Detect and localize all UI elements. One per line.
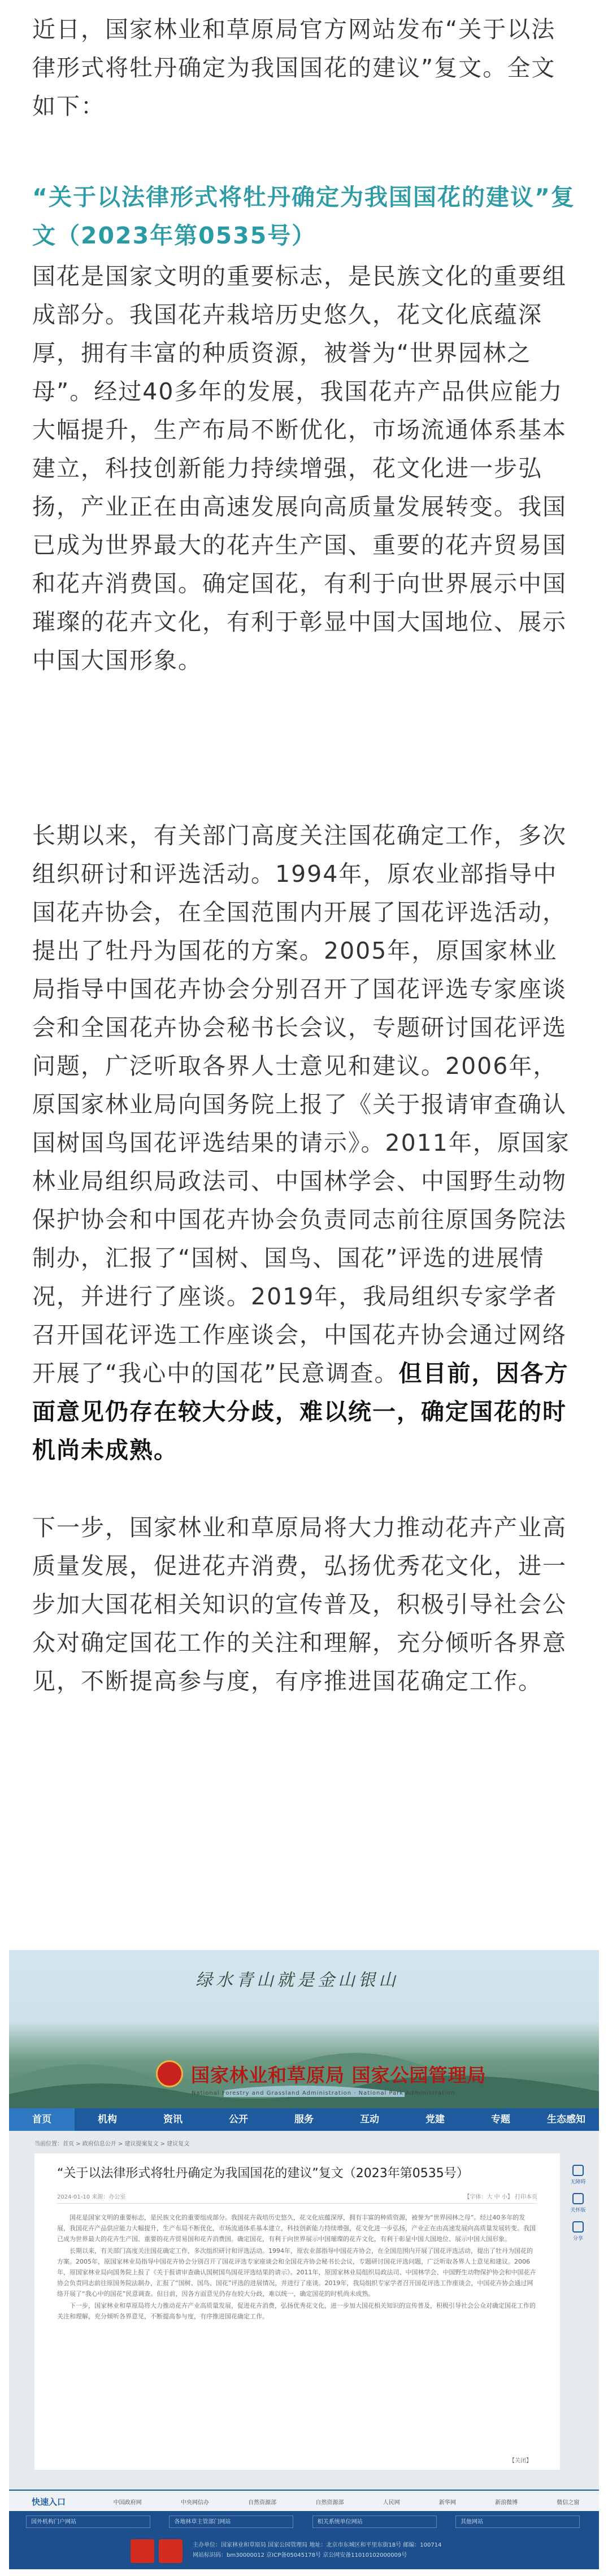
party-gov-badge-icon[interactable] [131,2539,154,2563]
footer-select[interactable]: 其他网站 [455,2516,580,2528]
article-body [57,2212,537,2323]
breadcrumb[interactable]: 当前位置：首页 > 政府信息公开 > 建议提案复文 > 建议复文 [34,2141,190,2147]
website-screenshot [9,1950,599,2569]
side-tool-label: 分享 [572,2236,583,2242]
reply-title: “关于以法律形式将牡丹确定为我国国花的建议”复文（2023年第0535号） [32,184,575,249]
nav-news[interactable]: 资讯 [163,2114,183,2125]
nav-service[interactable]: 服务 [294,2114,314,2125]
quick-link[interactable]: 自然资源部 [248,2499,277,2506]
main-nav [9,2108,599,2131]
nav-party[interactable]: 党建 [425,2114,445,2125]
article-body-paragraph: 长期以来，有关部门高度关注国花确定工作，多次组织研讨和评选活动。1994年，原农业部指导中国花卉协会，在全国范围内开展了国花评选活动，提出了牡丹为国花的方案。2005年，原国家林业局指导中国花卉协会分别召开了国花评选专家座谈会和全国花卉协会秘书长会议，专题研讨国花评选问题，广泛听取各界人士意见和建议。2006年，原国家林业局向国务院上报了《关于报请审查确认国树国鸟国花评选结果的请示》。2011年，原国家林业局组织局政法司、中国林学会、中国野生动物保护协会和中国花卉协会负责同志前往原国务院法制办，汇报了“国树、国鸟、国花”评选的进展情况，并进行了座谈。2019年，我局组织专家学者召开国花评选工作座谈会，中国花卉协会通过网络开展了“我心中的国花”民意调查。但目前，因各方面意见仍存在较大分歧，难以统一，确定国花的时机尚未成熟。 [57,2247,536,2297]
divider [57,2203,537,2204]
site-logo[interactable] [156,2060,487,2087]
close-link[interactable]: 【关闭】 [509,2458,532,2464]
article-tools[interactable]: 【字体：大 中 小】 打印本页 [464,2194,537,2200]
nav-agency[interactable]: 机构 [98,2114,117,2125]
article-body-paragraph: 下一步，国家林业和草原局将大力推动花卉产业高质量发展，促进花卉消费，弘扬优秀花文化，进一步加大国花相关知识的宣传普及，积极引导社会公众对确定国花工作的关注和理解，充分倾听各界意见，不断提高参与度，有序推进国花确定工作。 [57,2302,536,2320]
paragraph-1: 国花是国家文明的重要标志，是民族文化的重要组成部分。我国花卉栽培历史悠久，花文化底蕴深厚，拥有丰富的种质资源，被誉为“世界园林之母”。经过40多年的发展，我国花卉产品供应能力大幅提升，生产布局不断优化，市场流通体系基本建立，科技创新能力持续增强，花文化进一步弘扬，产业正在由高速发展向高质量发展转变。我国已成为世界最大的花卉生产国、重要的花卉贸易国和花卉消费国。确定国花，有利于向世界展示中国璀璨的花卉文化，有利于彰显中国大国地位、展示中国大国形象。 [32,263,567,674]
article-title: “关于以法律形式将牡丹确定为我国国花的建议”复文（2023年第0535号） [57,2166,469,2181]
site-banner [9,1950,599,2108]
footer-select[interactable]: 相关系统单位网站 [312,2516,437,2528]
paragraph-2-bold: 但目前，因各方面意见仍存在较大分歧，难以统一，确定国花的时机尚未成熟。 [32,1360,569,1464]
footer-info: 主办单位：国家林业和草原局 国家公园管理局 地址：北京市东城区和平里东街18号 邮编：100714 网站标识码：bm30000012 京ICP备05045178号 京公网安备11010102000009号 [193,2542,442,2558]
national-emblem-icon [156,2060,183,2087]
quick-link[interactable]: 人民网 [383,2499,400,2506]
paragraph-3: 下一步，国家林业和草原局将大力推动花卉产业高质量发展，促进花卉消费，弘扬优秀花文化，进一步加大国花相关知识的宣传普及，积极引导社会公众对确定国花工作的关注和理解，充分倾听各界意见，不断提高参与度，有序推进国花确定工作。 [32,1514,567,1695]
article-date: 2024-01-10 来源：办公室 [57,2194,126,2200]
quick-links-bar [9,2490,599,2512]
org-english-name: National Forestry and Grassland Administration · National Park Administration [192,2090,455,2096]
nav-interact[interactable]: 互动 [360,2114,379,2125]
site-footer [9,2511,599,2569]
error-report-badge-icon[interactable] [159,2539,183,2563]
side-tool-label: 无障碍 [570,2179,586,2185]
nav-topics[interactable]: 专题 [491,2114,510,2125]
share-icon [572,2221,584,2233]
elder-mode-button[interactable] [566,2193,590,2216]
footer-selects [26,2516,580,2528]
accessibility-icon [572,2165,584,2176]
quick-link[interactable]: 微信之窗 [557,2499,580,2506]
accessibility-button[interactable] [566,2165,590,2187]
article-meta [57,2192,537,2200]
side-toolbar [566,2165,590,2249]
quick-link[interactable]: 中国政府网 [113,2499,142,2506]
share-button[interactable] [566,2221,590,2244]
nav-public[interactable]: 公开 [229,2114,248,2125]
calligraphy-slogan: 绿水青山就是金山银山 [196,1970,399,1990]
side-tool-label: 关怀版 [570,2208,586,2213]
intro-paragraph: 近日，国家林业和草原局官方网站发布“关于以法律形式将牡丹确定为我国国花的建议”复文。全文如下： [32,16,556,120]
article-card [34,2153,560,2470]
footer-select[interactable]: 国外机构门户网站 [26,2516,150,2528]
quick-link[interactable]: 新华网 [438,2499,456,2506]
quick-links-title: 快速入口 [32,2496,66,2507]
nav-ecology[interactable]: 生态感知 [547,2114,585,2125]
org-name: 国家林业和草原局 国家公园管理局 [191,2064,487,2086]
paragraph-2 [32,816,576,1469]
article-body-paragraph: 国花是国家文明的重要标志，是民族文化的重要组成部分。我国花卉栽培历史悠久，花文化底蕴深厚，拥有丰富的种质资源，被誉为“世界园林之母”。经过40多年的发展，我国花卉产品供应能力大幅提升，生产布局不断优化，市场流通体系基本建立，科技创新能力持续增强，花文化进一步弘扬，产业正在由高速发展向高质量发展转变。我国已成为世界最大的花卉生产国、重要的花卉贸易国和花卉消费国。确定国花，有利于向世界展示中国璀璨的花卉文化，有利于彰显中国大国地位、展示中国大国形象。 [57,2214,536,2243]
quick-link[interactable]: 自然资源部 [315,2499,344,2506]
nav-home[interactable]: 首页 [9,2108,75,2131]
paragraph-2-text: 长期以来，有关部门高度关注国花确定工作，多次组织研讨和评选活动。1994年，原农业部指导中国花卉协会，在全国范围内开展了国花评选活动，提出了牡丹为国花的方案。2005年，原国家林业局指导中国花卉协会分别召开了国花评选专家座谈会和全国花卉协会秘书长会议，专题研讨国花评选问题，广泛听取各界人士意见和建议。2006年，原国家林业局向国务院上报了《关于报请审查确认国树国鸟国花评选结果的请示》。2011年，原国家林业局组织局政法司、中国林学会、中国野生动物保护协会和中国花卉协会负责同志前往原国务院法制办，汇报了“国树、国鸟、国花”评选的进展情况，并进行了座谈。2019年，我局组织专家学者召开国花评选工作座谈会，中国花卉协会通过网络开展了“我心中的国花”民意调查。 [32,822,570,1387]
quick-link[interactable]: 新浪微博 [495,2499,518,2506]
elder-mode-icon [572,2193,584,2204]
footer-select[interactable]: 各地林草主管部门网站 [169,2516,293,2528]
quick-links [94,2497,599,2506]
quick-link[interactable]: 中央网信办 [180,2499,209,2506]
